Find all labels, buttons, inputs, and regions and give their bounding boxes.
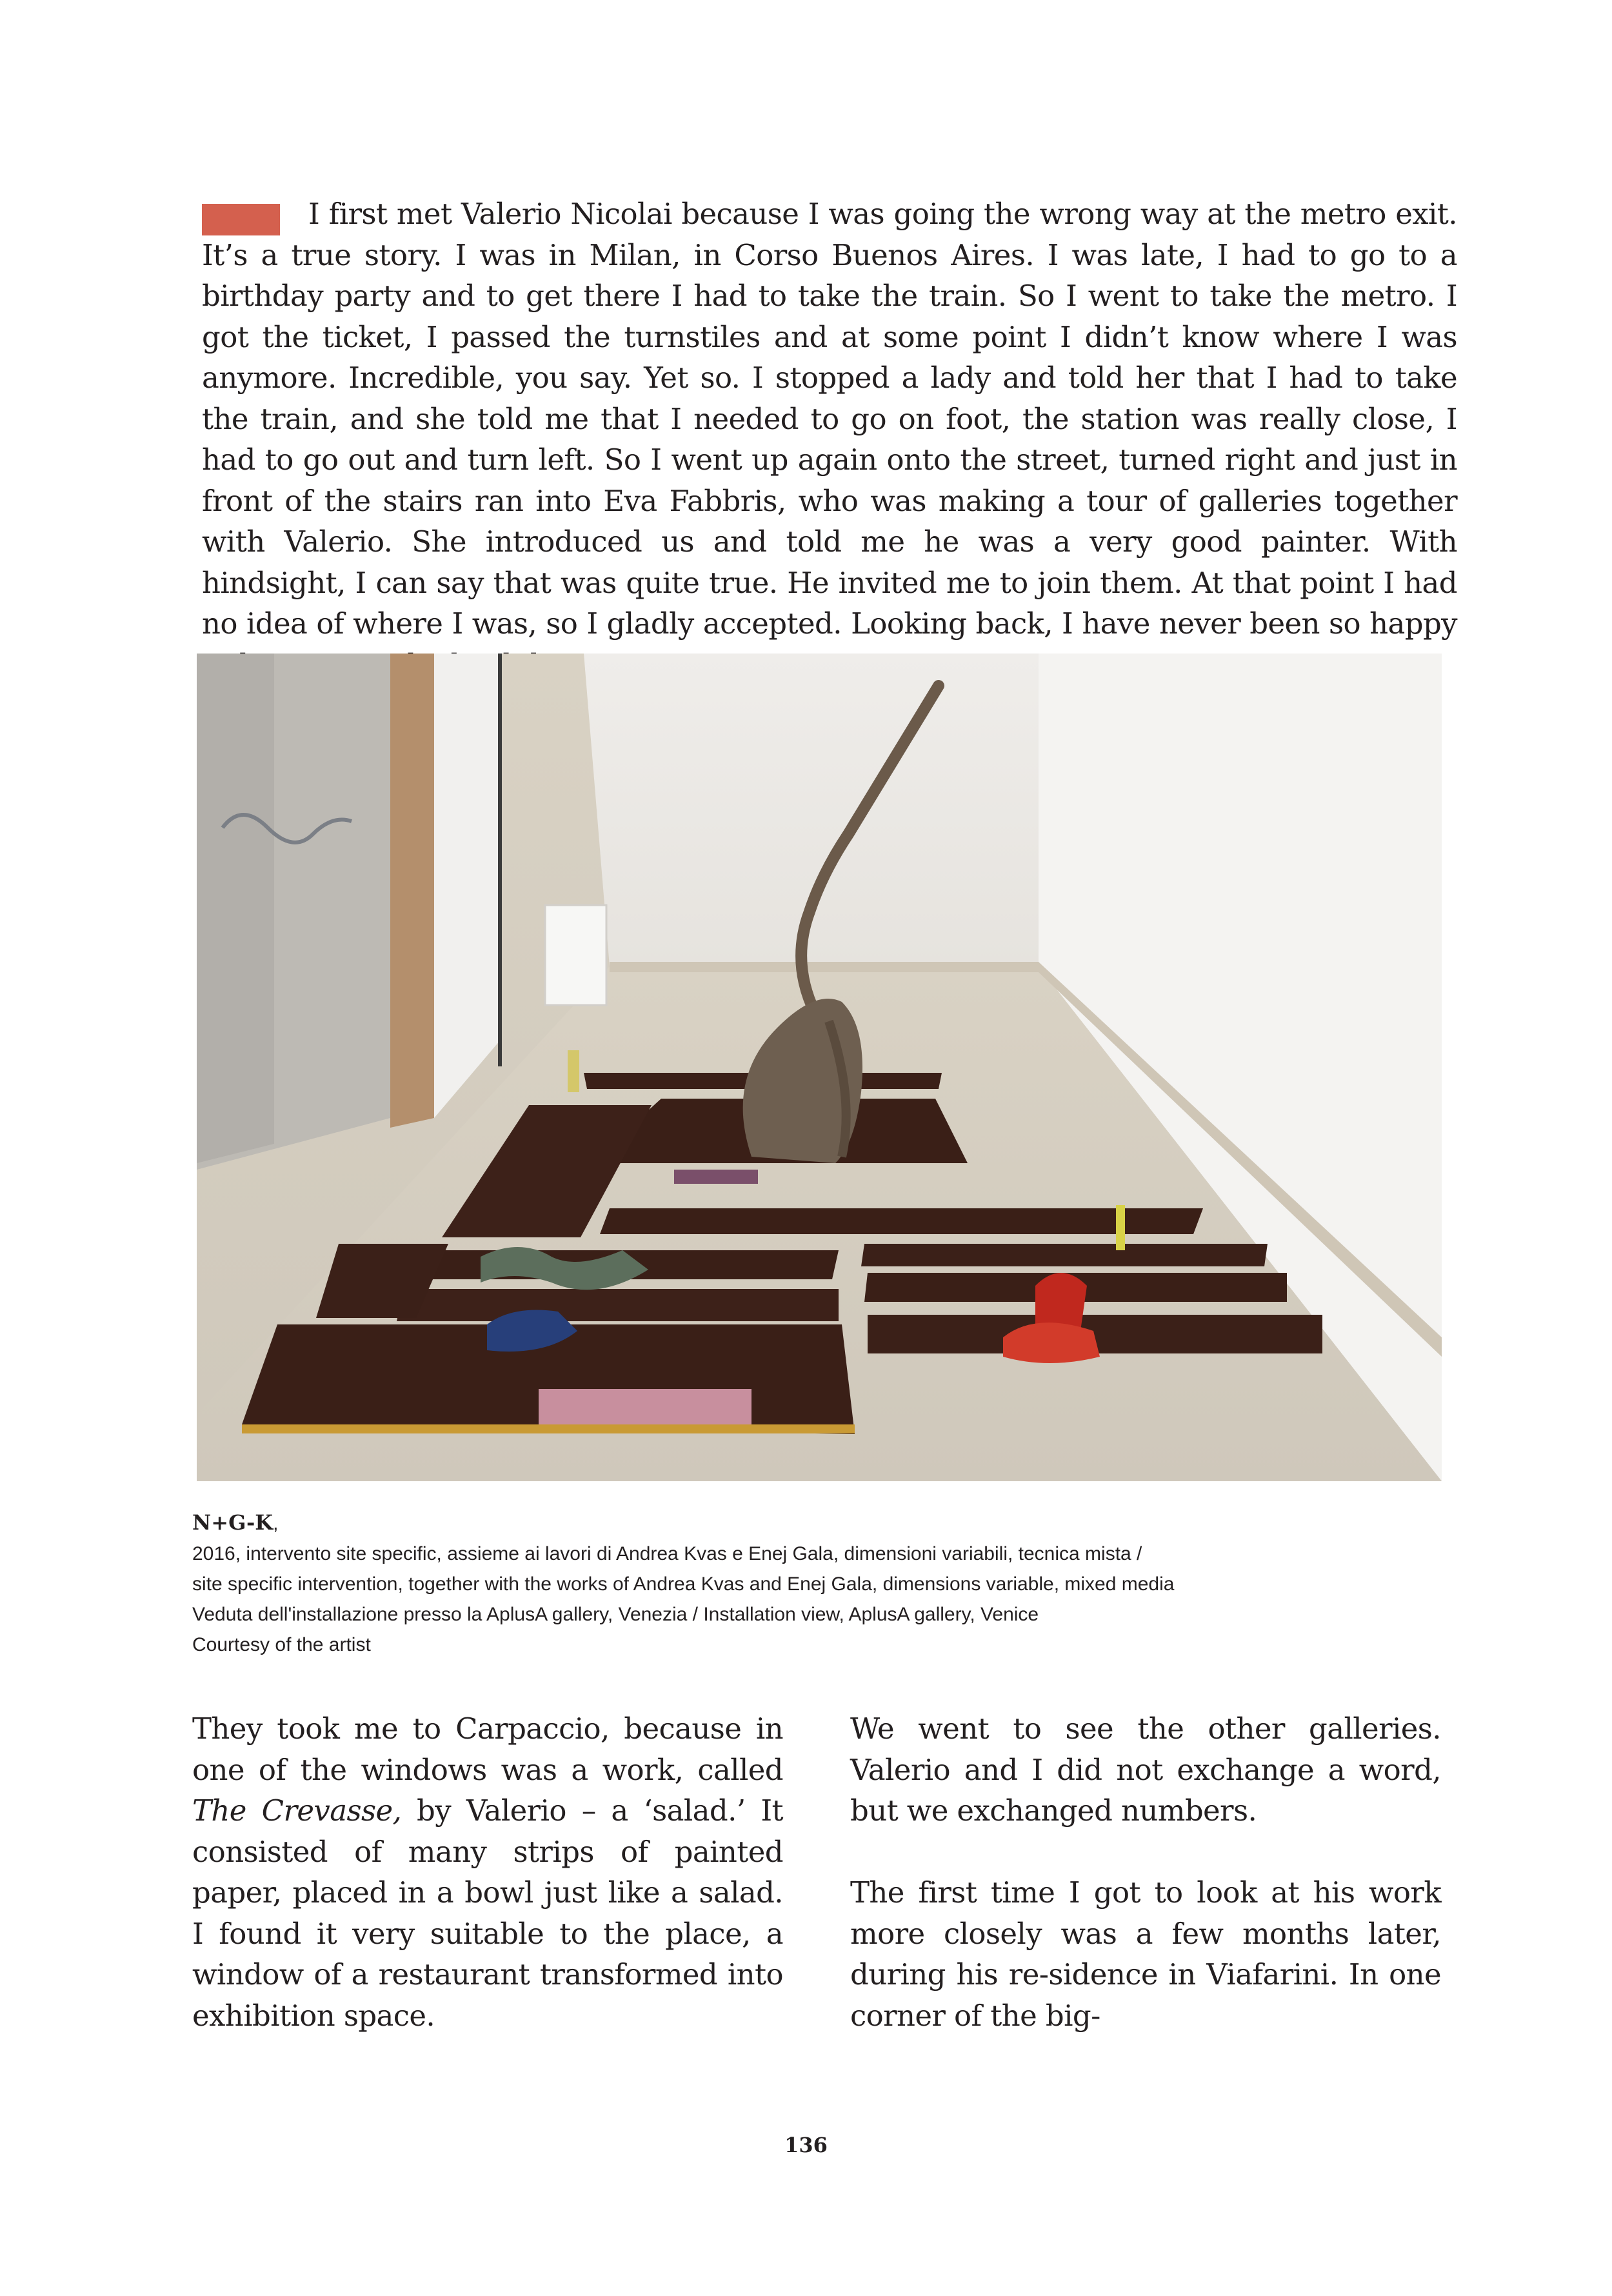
left-column-paragraph <box>192 1708 783 2036</box>
caption-line: Courtesy of the artist <box>192 1634 371 1655</box>
page-number: 136 <box>784 2133 828 2157</box>
left-column <box>192 1708 783 2077</box>
right-column-paragraph-1: We went to see the other galleries. Valerio and I did not exchange a word, but we exchanged numbers. <box>850 1712 1441 1828</box>
left-p1-before-italic: They took me to Carpaccio, because in one of the windows was a work, called <box>192 1712 783 1787</box>
intro-paragraph: I first met Valerio Nicolai because I was going the wrong way at the metro exit. It’s a true story. I was in Milan, in Corso Buenos Aires. I was late, I had to go to a birthday party and to get there I had to take the train. So I went to take the metro. I got the ticket, I passed the turnstiles and at some point I didn’t know where I was anymore. Incredible, you say. Yet so. I stopped a lady and told her that I had to take the train, and she told me that I needed to go on foot, the station was really close, I had to go out and turn left. So I went up again onto the street, turned right and just in front of the stairs ran into Eva Fabbris, who was making a tour of galleries together with Valerio. She introduced us and told me he was a very good painter. With hindsight, I can say that was quite true. He invited me to join them. At that point I had no idea of where I was, so I gladly accepted. Looking back, I have never been so happy <box>202 197 1457 641</box>
caption-title-line <box>192 1506 1289 1539</box>
caption-line: Veduta dell'installazione presso la AplusA gallery, Venezia / Installation view, AplusA gallery, Venice <box>192 1604 1039 1625</box>
left-p1-after-italic: by Valerio – a ‘salad.’ It consisted of many strips of painted paper, placed in a bowl just like a salad. I found it very suitable to the place, a window of a restaurant transformed into exhibition space. <box>192 1793 784 2033</box>
figure-caption <box>192 1506 1289 1660</box>
installation-photo <box>197 654 1442 1481</box>
right-column <box>850 1708 1441 2077</box>
caption-title-suffix: , <box>273 1513 279 1534</box>
caption-title: N+G-K <box>192 1510 274 1535</box>
caption-line: site specific intervention, together with the works of Andrea Kvas and Enej Gala, dimensions variable, mixed media <box>192 1573 1175 1595</box>
caption-line: 2016, intervento site specific, assieme ai lavori di Andrea Kvas e Enej Gala, dimensioni variabili, tecnica mista / <box>192 1543 1142 1564</box>
right-column-paragraph-2: The first time I got to look at his work more closely was a few months later, during his re-sidence in Viafarini. In one corner of the big- <box>850 1875 1441 2033</box>
work-title-italic: The Crevasse, <box>192 1793 402 1828</box>
